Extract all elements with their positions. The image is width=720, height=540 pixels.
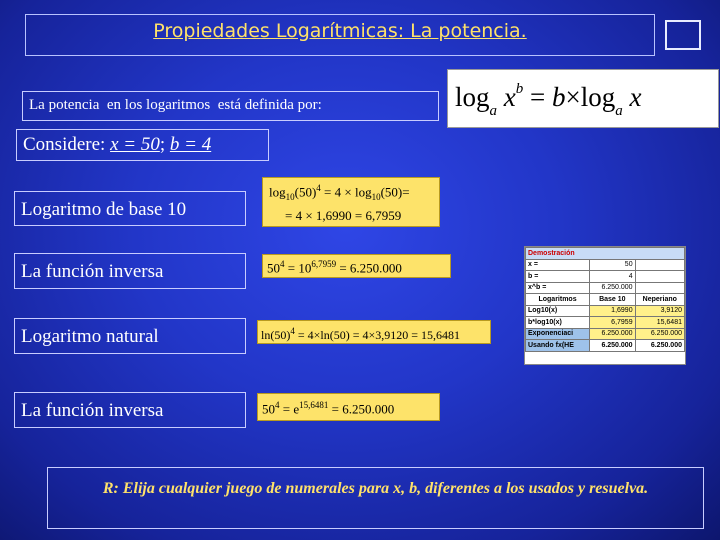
f1-mid: = 4 × log	[320, 184, 372, 200]
f3-sup: 4	[290, 326, 295, 336]
table-header-row: Logaritmos Base 10 Neperiano	[526, 294, 685, 306]
f1-end: (50)=	[380, 184, 410, 200]
f2-exp: 4	[280, 259, 285, 269]
table-row: x = 50	[526, 259, 685, 271]
f1-sub: 10	[285, 191, 295, 202]
table-row: Usando fx(HE 6.250.000 6.250.000	[526, 340, 685, 352]
f2-end: = 6.250.000	[336, 260, 402, 276]
exercise-prompt: R: Elija cualquier juego de numerales para x, b, diferentes a los usados y resuelva.	[47, 467, 704, 529]
f1-sup: 4	[316, 183, 321, 193]
formula-inverse-10	[262, 254, 451, 278]
table-row: Exponenciaci 6.250.000 6.250.000	[526, 328, 685, 340]
formula-inverse-e	[257, 393, 440, 421]
table-row: x^b = 6.250.000	[526, 282, 685, 294]
f1-arg: (50)	[294, 184, 317, 200]
page-title: Propiedades Logarítmicas: La potencia.	[153, 20, 527, 42]
consider-x: x = 50	[110, 134, 160, 155]
f1-log: log	[269, 184, 286, 200]
table-row: b*log10(x) 6,7959 15,6481	[526, 317, 685, 329]
formula-log-2: log	[580, 82, 616, 112]
formula-base-2: a	[615, 103, 623, 119]
f3-a: ln(50)	[261, 328, 291, 342]
f3-b: = 4×ln(50) = 4×3,9120 = 15,6481	[294, 328, 460, 342]
f2-base: 50	[267, 260, 280, 276]
formula-equals: =	[530, 82, 546, 112]
formula-log-1: log	[455, 82, 490, 112]
formula-x-2: x	[629, 82, 642, 112]
f2-mid: = 10	[284, 260, 312, 276]
f4-exp: 4	[275, 400, 280, 410]
demo-title: Demostración	[526, 248, 685, 260]
label-log-base-10: Logaritmo de base 10	[14, 191, 246, 226]
f1-line2: = 4 × 1,6990 = 6,7959	[285, 208, 402, 223]
consider-prefix: Considere:	[23, 134, 111, 155]
definition-text: La potencia en los logaritmos está definida por:	[22, 91, 439, 121]
f4-base: 50	[262, 401, 275, 417]
table-row: Log10(x) 1,6990 3,9120	[526, 305, 685, 317]
f4-mid: = e	[279, 401, 300, 417]
f4-end: = 6.250.000	[328, 401, 395, 417]
table-row: b = 4	[526, 271, 685, 283]
demonstration-table	[524, 246, 686, 365]
formula-times: ×	[565, 82, 581, 112]
formula-x-1: x	[503, 82, 516, 112]
label-inverse-2: La función inversa	[14, 392, 246, 428]
main-formula	[447, 69, 719, 128]
nav-square-button[interactable]	[665, 20, 701, 50]
f1-sub2: 10	[371, 191, 381, 202]
formula-ln	[257, 320, 491, 344]
formula-b: b	[551, 82, 566, 112]
f4-mid-exp: 15,6481	[299, 400, 329, 410]
consider-statement	[16, 129, 269, 161]
label-natural-log: Logaritmo natural	[14, 318, 246, 354]
formula-base-1: a	[489, 103, 498, 119]
consider-b: b = 4	[169, 134, 212, 155]
consider-sep: ;	[159, 134, 170, 155]
f2-mid-exp: 6,7959	[311, 259, 337, 269]
formula-log10	[262, 177, 440, 227]
label-inverse-1: La función inversa	[14, 253, 246, 289]
formula-exp-b: b	[515, 81, 524, 97]
